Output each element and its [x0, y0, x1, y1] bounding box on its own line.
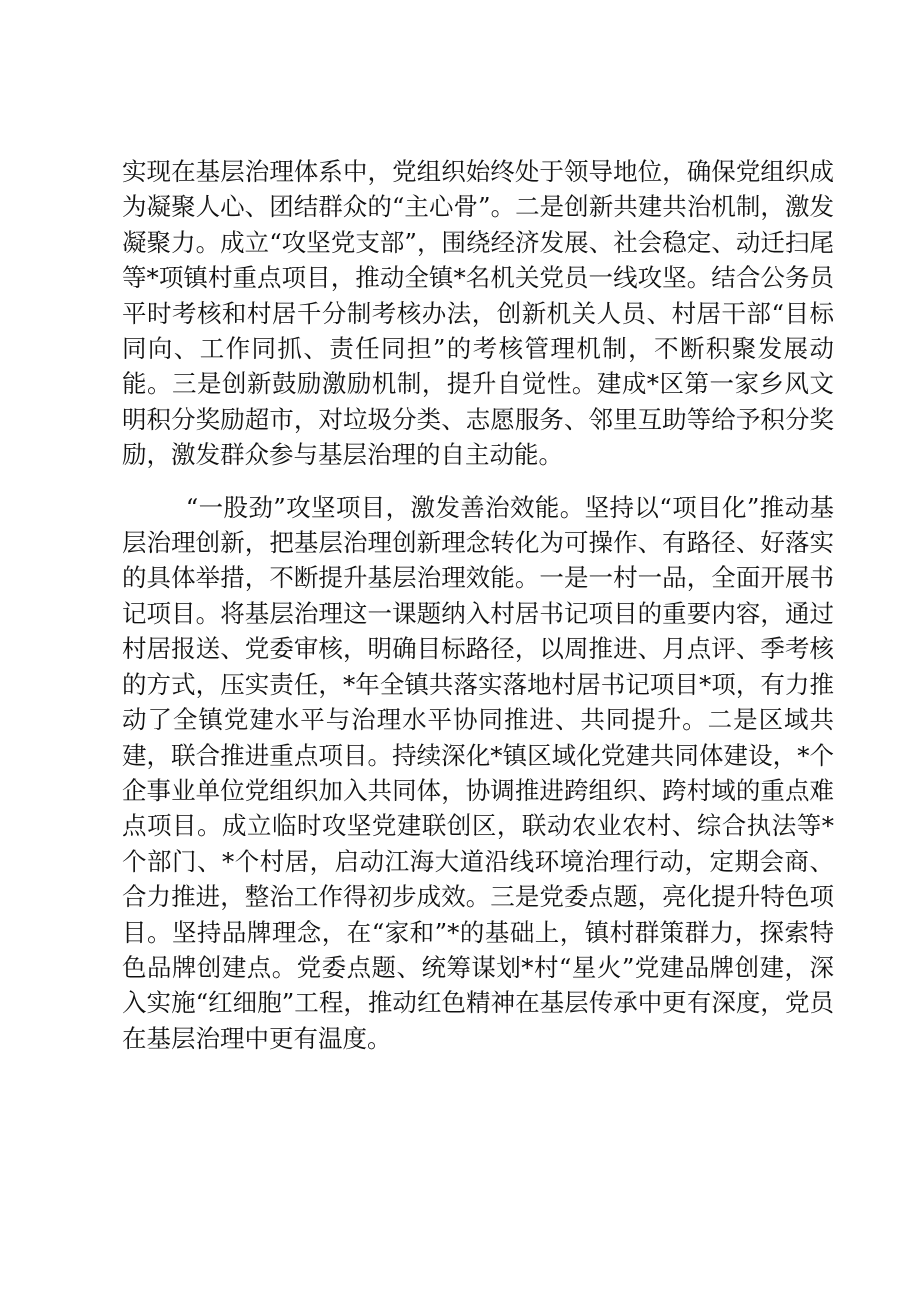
paragraph-project-initiative: “一股劲”攻坚项目，激发善治效能。坚持以“项目化”推动基层治理创新，把基层治理创新理念转化为可操作、有路径、好落实的具体举措，不断提升基层治理效能。一是一村一品，全面开展书记项目。将基层治理这一课题纳入村居书记项目的重要内容，通过村居报送、党委审核，明确目标路径，以周推进、月点评、季考核的方式，压实责任，*年全镇共落实落地村居书记项目*项，有力推动了全镇党建水平与治理水平协同推进、共同提升。二是区域共建，联合推进重点项目。持续深化*镇区域化党建共同体建设，*个企事业单位党组织加入共同体，协调推进跨组织、跨村域的重点难点项目。成立临时攻坚党建联创区，联动农业农村、综合执法等*个部门、*个村居，启动江海大道沿线环境治理行动，定期会商、合力推进，整治工作得初步成效。三是党委点题，亮化提升特色项目。坚持品牌理念，在“家和”*的基础上，镇村群策群力，探索特色品牌创建点。党委点题、统筹谋划*村“星火”党建品牌创建，深入实施“红细胞”工程，推动红色精神在基层传承中更有深度，党员在基层治理中更有温度。 — [122, 492, 834, 1053]
paragraph-continuation: 实现在基层治理体系中，党组织始终处于领导地位，确保党组织成为凝聚人心、团结群众的“主心骨”。二是创新共建共治机制，激发凝聚力。成立“攻坚党支部”，围绕经济发展、社会稳定、动迁扫尾等*项镇村重点项目，推动全镇*名机关党员一线攻坚。结合公务员平时考核和村居千分制考核办法，创新机关人员、村居干部“目标同向、工作同抓、责任同担”的考核管理机制，不断积聚发展动能。三是创新鼓励激励机制，提升自觉性。建成*区第一家乡风文明积分奖励超市，对垃圾分类、志愿服务、邻里互助等给予积分奖励，激发群众参与基层治理的自主动能。 — [122, 157, 834, 470]
document-body — [122, 154, 834, 1056]
